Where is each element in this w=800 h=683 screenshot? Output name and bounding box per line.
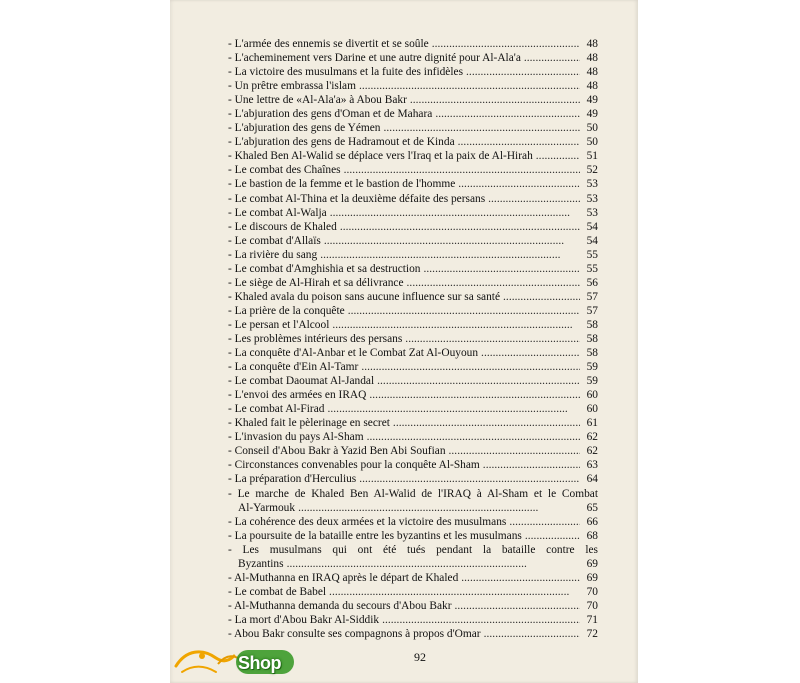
toc-entry — [228, 318, 598, 332]
toc-entry-title: - Une lettre de «Al-Ala'a» à Abou Bakr — [228, 94, 407, 107]
toc-entry-title: - Khaled fait le pèlerinage en secret — [228, 417, 390, 430]
toc-entry — [228, 613, 598, 627]
toc-entry-page: 69 — [586, 571, 598, 584]
leader-dots — [461, 571, 580, 585]
toc-entry-page: 70 — [586, 585, 598, 598]
toc-entry-page: 55 — [586, 262, 598, 275]
toc-entry-page: 51 — [586, 150, 598, 163]
teapot-swirl-icon[interactable] — [172, 644, 302, 678]
toc-entry-title: - La conquête d'Ein Al-Tamr — [228, 361, 359, 374]
toc-entry-page: 59 — [586, 375, 598, 388]
toc-entry — [228, 458, 598, 472]
toc-entry-line1: - Le marche de Khaled Ben Al-Walid de l'IRAQ à Al-Sham et le Combat — [228, 487, 598, 500]
toc-entry — [228, 93, 598, 107]
shop-logo-text[interactable]: Shop — [238, 653, 281, 673]
toc-entry-title: - Le combat de Babel — [228, 585, 327, 598]
toc-entry — [228, 599, 598, 613]
toc-entry-title: - La préparation d'Herculius — [228, 473, 357, 486]
toc-entry-title: - L'armée des ennemis se divertit et se soûle — [228, 38, 429, 50]
toc-entry-page: 56 — [586, 276, 598, 289]
toc-entry — [228, 388, 598, 402]
toc-entry-page: 57 — [586, 290, 598, 303]
toc-entry-page: 59 — [586, 361, 598, 374]
toc-entry-title: - Conseil d'Abou Bakr à Yazid Ben Abi Soufian — [228, 445, 446, 458]
toc-entry — [228, 65, 598, 79]
toc-entry-page: 60 — [586, 389, 598, 402]
leader-dots — [382, 613, 580, 627]
toc-entry-title: - Al-Muthanna en IRAQ après le départ de Khaled — [228, 571, 459, 584]
toc-entry — [228, 346, 598, 360]
leader-dots — [327, 402, 580, 416]
toc-entry-page: 60 — [586, 403, 598, 416]
leader-dots — [524, 51, 580, 65]
toc-entry-title: - Les problèmes intérieurs des persans — [228, 332, 403, 345]
leader-dots — [432, 37, 580, 51]
toc-entry-line1: - Les musulmans qui ont été tués pendant la bataille contre les — [228, 543, 598, 556]
toc-entry-title: - Le combat d'Allaïs — [228, 234, 321, 247]
leader-dots — [503, 290, 580, 304]
toc-entry-page: 57 — [586, 304, 598, 317]
toc-entry — [228, 627, 598, 641]
toc-entry — [228, 571, 598, 585]
toc-entry-page: 72 — [586, 627, 598, 640]
toc-entry-page: 58 — [586, 332, 598, 345]
toc-entry-title: - La mort d'Abou Bakr Al-Siddik — [228, 613, 380, 626]
toc-entry — [228, 444, 598, 458]
toc-entry-page: 66 — [586, 515, 598, 528]
toc-entry-title: - Le combat Al-Thina et la deuxième défaite des persans — [228, 192, 486, 205]
toc-entry — [228, 248, 598, 262]
toc-entry — [228, 177, 598, 191]
toc-entry — [228, 374, 598, 388]
leader-dots — [359, 472, 580, 486]
toc-entry-page: 69 — [586, 557, 598, 570]
toc-entry — [228, 276, 598, 290]
toc-entry-title: Al-Yarmouk — [238, 501, 296, 514]
toc-entry-page: 50 — [586, 136, 598, 149]
toc-entry — [228, 416, 598, 430]
leader-dots — [320, 248, 580, 262]
toc-entry-title: - Le persan et l'Alcool — [228, 318, 330, 331]
toc-entry-page: 48 — [586, 66, 598, 79]
toc-entry — [228, 121, 598, 135]
toc-entry — [228, 332, 598, 346]
toc-entry-title: - La rivière du sang — [228, 248, 318, 261]
toc-entry-title: - La cohérence des deux armées et la victoire des musulmans — [228, 515, 507, 528]
toc-entry-page: 50 — [586, 122, 598, 135]
leader-dots — [466, 65, 580, 79]
leader-dots — [410, 93, 580, 107]
toc-entry-title: - L'abjuration des gens de Yémen — [228, 122, 381, 135]
toc-entry-title: - Le combat Al-Firad — [228, 403, 325, 416]
toc-entry-page: 58 — [586, 318, 598, 331]
leader-dots — [344, 163, 580, 177]
toc-entry-page: 49 — [586, 108, 598, 121]
leader-dots — [298, 501, 580, 515]
toc-entry-title: - La victoire des musulmans et la fuite des infidèles — [228, 66, 464, 79]
toc-entry — [228, 430, 598, 444]
table-of-contents — [228, 37, 598, 641]
toc-entry-page: 48 — [586, 38, 598, 50]
toc-entry-page: 58 — [586, 347, 598, 360]
leader-dots — [488, 192, 580, 206]
toc-entry-page: 64 — [586, 473, 598, 486]
toc-entry-page: 54 — [586, 234, 598, 247]
toc-entry-title: - La poursuite de la bataille entre les byzantins et les musulmans — [228, 529, 522, 542]
toc-entry — [228, 529, 598, 543]
toc-entry — [228, 51, 598, 65]
leader-dots — [449, 444, 580, 458]
toc-entry-title: - Al-Muthanna demanda du secours d'Abou Bakr — [228, 599, 452, 612]
toc-entry-title: - L'abjuration des gens de Hadramout et de Kinda — [228, 136, 455, 149]
leader-dots — [329, 585, 580, 599]
leader-dots — [458, 177, 580, 191]
toc-entry — [228, 515, 598, 529]
toc-entry — [228, 472, 598, 486]
toc-entry — [228, 79, 598, 93]
toc-entry-multiline-1 — [228, 487, 598, 515]
toc-entry — [228, 304, 598, 318]
toc-entry — [228, 149, 598, 163]
leader-dots — [423, 262, 580, 276]
leader-dots — [525, 529, 580, 543]
toc-entry — [228, 402, 598, 416]
toc-entry-page: 52 — [586, 164, 598, 177]
toc-entry — [228, 290, 598, 304]
toc-entry-page: 53 — [586, 206, 598, 219]
toc-entry-page: 63 — [586, 459, 598, 472]
toc-entry-line2 — [228, 557, 598, 571]
leader-dots — [324, 234, 580, 248]
toc-entry-page: 61 — [586, 417, 598, 430]
toc-entry-title: - Le combat d'Amghishia et sa destruction — [228, 262, 421, 275]
toc-entry-title: - La conquête d'Al-Anbar et le Combat Zat Al-Ouyoun — [228, 347, 479, 360]
leader-dots — [481, 346, 580, 360]
leader-dots — [384, 121, 580, 135]
leader-dots — [340, 220, 580, 234]
leader-dots — [287, 557, 580, 571]
toc-entry-page: 48 — [586, 52, 598, 65]
leader-dots — [332, 318, 580, 332]
toc-entry-title: - Le discours de Khaled — [228, 220, 337, 233]
leader-dots — [377, 374, 580, 388]
toc-entry-title: - Le combat des Chaînes — [228, 164, 341, 177]
toc-entry — [228, 206, 598, 220]
toc-entry-title: - L'acheminement vers Darine et une autre dignité pour Al-Ala'a — [228, 52, 521, 65]
toc-entry-title: Byzantins — [238, 557, 284, 570]
toc-entry — [228, 192, 598, 206]
toc-entry — [228, 360, 598, 374]
leader-dots — [393, 416, 580, 430]
leader-dots — [455, 599, 581, 613]
toc-entry-title: - L'envoi des armées en IRAQ — [228, 389, 367, 402]
toc-entry-title: - Le combat Al-Walja — [228, 206, 327, 219]
leader-dots — [407, 276, 580, 290]
toc-entry-page: 68 — [586, 529, 598, 542]
toc-entry — [228, 135, 598, 149]
toc-entry — [228, 234, 598, 248]
toc-entry-title: - L'invasion du pays Al-Sham — [228, 431, 364, 444]
toc-group-c — [228, 571, 598, 641]
leader-dots — [458, 135, 580, 149]
toc-entry-page: 54 — [586, 220, 598, 233]
toc-entry-page: 71 — [586, 613, 598, 626]
toc-entry-title: - Le siège de Al-Hirah et sa délivrance — [228, 276, 404, 289]
leader-dots — [348, 304, 580, 318]
toc-entry — [228, 585, 598, 599]
page-number: 92 — [414, 650, 426, 664]
leader-dots — [405, 332, 580, 346]
toc-entry-page: 70 — [586, 599, 598, 612]
leader-dots — [483, 458, 580, 472]
leader-dots — [330, 206, 580, 220]
leader-dots — [367, 430, 580, 444]
toc-group-a — [228, 37, 598, 487]
toc-entry — [228, 262, 598, 276]
toc-entry-page: 53 — [586, 178, 598, 191]
toc-entry-page: 48 — [586, 80, 598, 93]
leader-dots — [509, 515, 580, 529]
toc-entry-page: 65 — [586, 501, 598, 514]
toc-entry-title: - Khaled avala du poison sans aucune influence sur sa santé — [228, 290, 501, 303]
toc-entry-title: - Abou Bakr consulte ses compagnons à propos d'Omar — [228, 627, 481, 640]
toc-entry-title: - Le combat Daoumat Al-Jandal — [228, 375, 375, 388]
leader-dots — [536, 149, 580, 163]
leader-dots — [361, 360, 580, 374]
toc-entry — [228, 107, 598, 121]
toc-entry-title: - Khaled Ben Al-Walid se déplace vers l'Iraq et la paix de Al-Hirah — [228, 150, 533, 163]
toc-entry — [228, 37, 598, 51]
toc-entry-title: - Un prêtre embrassa l'islam — [228, 80, 356, 93]
leader-dots — [359, 79, 580, 93]
toc-entry-title: - L'abjuration des gens d'Oman et de Mahara — [228, 108, 433, 121]
toc-entry-multiline-2 — [228, 543, 598, 571]
toc-entry-page: 55 — [586, 248, 598, 261]
toc-group-b — [228, 515, 598, 543]
toc-entry-page: 49 — [586, 94, 598, 107]
leader-dots — [435, 107, 580, 121]
toc-entry-page: 62 — [586, 445, 598, 458]
toc-entry-title: - Le bastion de la femme et le bastion de l'homme — [228, 178, 456, 191]
toc-entry — [228, 220, 598, 234]
toc-entry-page: 53 — [586, 192, 598, 205]
toc-entry-title: - La prière de la conquête — [228, 304, 345, 317]
leader-dots — [369, 388, 580, 402]
toc-entry-title: - Circonstances convenables pour la conquête Al-Sham — [228, 459, 480, 472]
leader-dots — [484, 627, 580, 641]
toc-entry-line2 — [228, 501, 598, 515]
toc-entry-page: 62 — [586, 431, 598, 444]
toc-entry — [228, 163, 598, 177]
